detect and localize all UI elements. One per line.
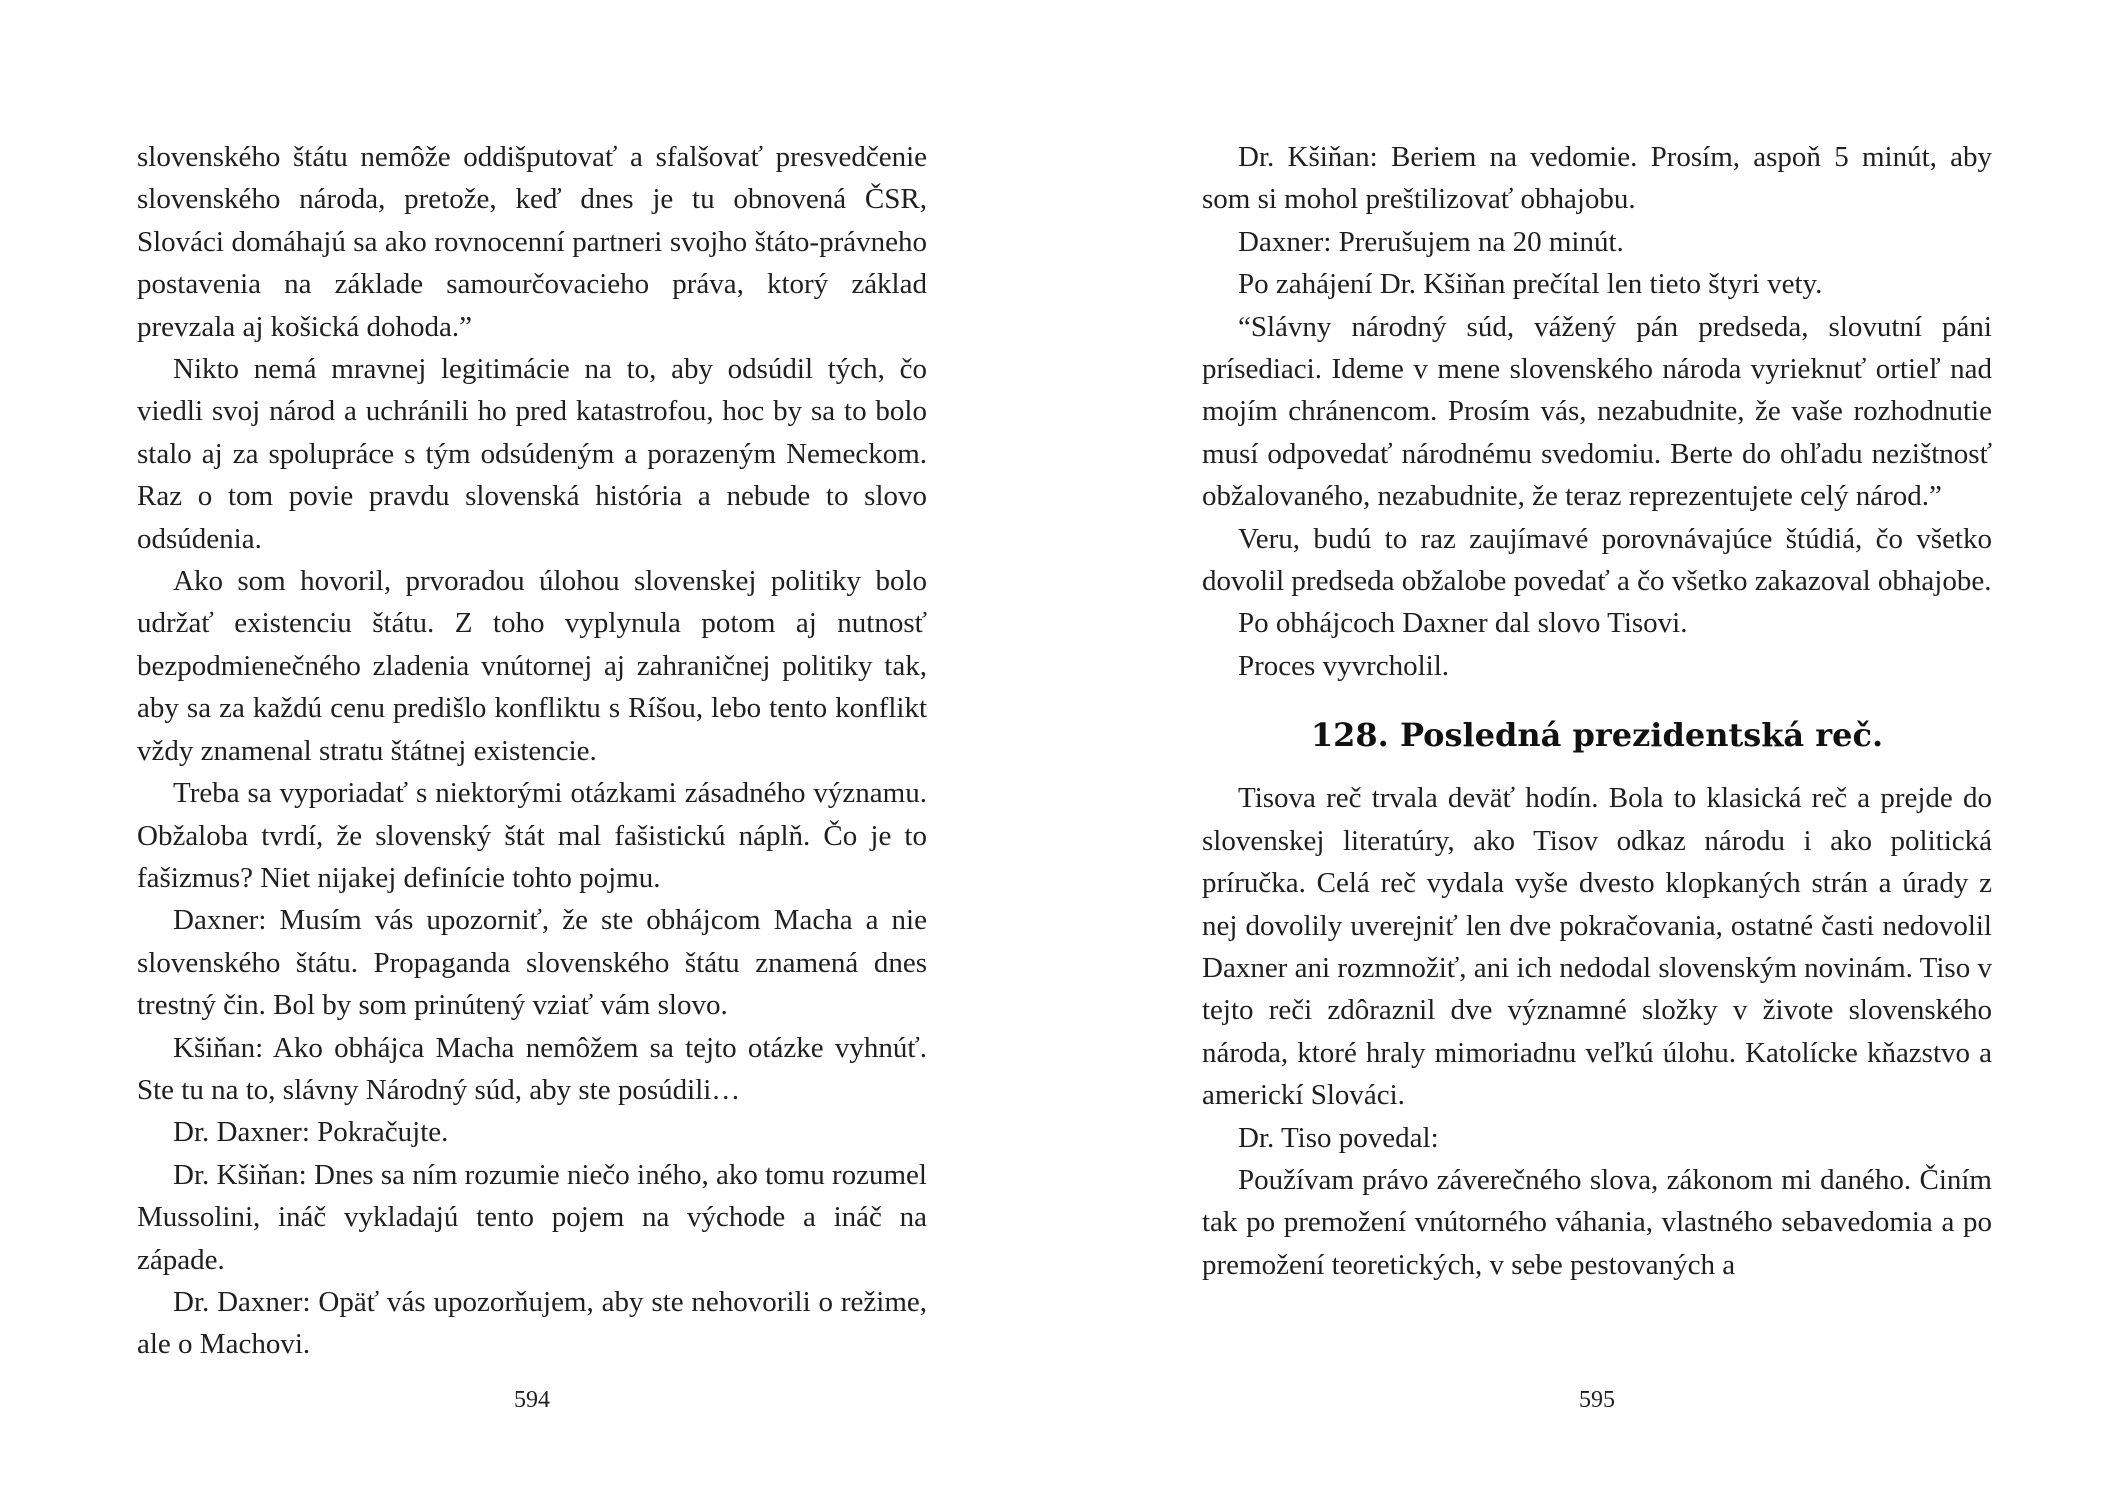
paragraph: Ako som hovoril, prvoradou úlohou slovenskej politiky bolo udržať existenciu štátu. Z toho vyplynula potom aj nutnosť bezpodmienečného zladenia vnútornej aj zahraničnej politiky tak, aby sa za každú cenu predišlo konfliktu s Ríšou, lebo tento konflikt vždy znamenal stratu štátnej existencie. bbox=[137, 565, 927, 767]
paragraph: Nikto nemá mravnej legitimácie na to, aby odsúdil tých, čo viedli svoj národ a uchránili ho pred katastrofou, hoc by sa to bolo stalo aj za spolupráce s tým odsúdeným a porazeným Nemeckom. Raz o tom povie pravdu slovenská história a nebude to slovo odsúdenia. bbox=[137, 353, 927, 555]
paragraph: Daxner: Prerušujem na 20 minút. bbox=[1238, 225, 1624, 258]
paragraph: Používam právo záverečného slova, zákonom mi daného. Činím tak po premožení vnútorného váhania, vlastného sebavedomia a po premožení teoretických, v sebe pestovaných a bbox=[1202, 1163, 1992, 1281]
paragraph: Kšiňan: Ako obhájca Macha nemôžem sa tejto otázke vyhnúť. Ste tu na to, slávny Národný súd, aby ste posúdili… bbox=[137, 1031, 927, 1106]
paragraph: Dr. Tiso povedal: bbox=[1238, 1121, 1439, 1154]
paragraph: Proces vyvrcholil. bbox=[1238, 649, 1450, 682]
paragraph: Dr. Kšiňan: Dnes sa ním rozumie niečo iného, ako tomu rozumel Mussolini, ináč vykladajú tento pojem na východe a ináč na západe. bbox=[137, 1158, 927, 1276]
paragraph: Veru, budú to raz zaujímavé porovnávajúce štúdiá, čo všetko dovolil predseda obžalobe povedať a čo všetko zakazoval obhajobe. bbox=[1202, 522, 1992, 598]
right-page-text bbox=[1202, 136, 1992, 1286]
chapter-heading: 128. Posledná prezidentská reč. bbox=[1310, 716, 1884, 755]
paragraph: Tisova reč trvala deväť hodín. Bola to klasická reč a prejde do slovenskej literatúry, ako Tisov odkaz národu i ako politická príručka. Celá reč vydala vyše dvesto klopkaných strán a úrady z nej dovolily uverejniť len dve pokračovania, ostatné časti nedovolil Daxner ani rozmnožiť, ani ich nedodal slovenským novinám. Tiso v tejto reči zdôraznil dve významné složky v živote slovenského národa, ktoré hraly mimoriadnu veľkú úlohu. Katolícke kňazstvo a americkí Slováci. bbox=[1202, 782, 1992, 1112]
left-page-text bbox=[137, 136, 927, 1366]
paragraph: “Slávny národný súd, vážený pán predseda, slovutní páni prísediaci. Ideme v mene slovenského národa vyrieknuť ortieľ nad mojím chránencom. Prosím vás, nezabudnite, že vaše rozhodnutie musí odpovedať národnému svedomiu. Berte do ohľadu nezištnosť obžalovaného, nezabudnite, že teraz reprezentujete celý národ.” bbox=[1202, 310, 1992, 513]
paragraph: Po zahájení Dr. Kšiňan prečítal len tieto štyri vety. bbox=[1238, 268, 1823, 301]
paragraph: Po obhájcoch Daxner dal slovo Tisovi. bbox=[1238, 607, 1688, 640]
paragraph: Dr. Kšiňan: Beriem na vedomie. Prosím, aspoň 5 minút, aby som si mohol preštilizovať obhajobu. bbox=[1202, 141, 1992, 216]
paragraph: Daxner: Musím vás upozorniť, že ste obhájcom Macha a nie slovenského štátu. Propaganda slovenského štátu znamená dnes trestný čin. Bol by som prinútený vziať vám slovo. bbox=[137, 904, 927, 1022]
page-number: 594 bbox=[514, 1387, 550, 1413]
paragraph: Dr. Daxner: Pokračujte. bbox=[173, 1116, 449, 1149]
paragraph: Treba sa vyporiadať s niektorými otázkami zásadného významu. Obžaloba tvrdí, že slovenský štát mal fašistickú náplň. Čo je to fašizmus? Niet nijakej definície tohto pojmu. bbox=[137, 777, 927, 894]
page-number: 595 bbox=[1579, 1387, 1615, 1413]
paragraph: Dr. Daxner: Opäť vás upozorňujem, aby ste nehovorili o režime, ale o Machovi. bbox=[137, 1285, 927, 1361]
right-page bbox=[1059, 0, 2118, 1500]
paragraph: slovenského štátu nemôže oddišputovať a sfalšovať presvedčenie slovenského národa, pretože, keď dnes je tu obnovená ČSR, Slováci domáhajú sa ako rovnocenní partneri svojho štáto-právneho postavenia na základe samourčovacieho práva, ktorý základ prevzala aj košická dohoda.” bbox=[137, 141, 927, 343]
